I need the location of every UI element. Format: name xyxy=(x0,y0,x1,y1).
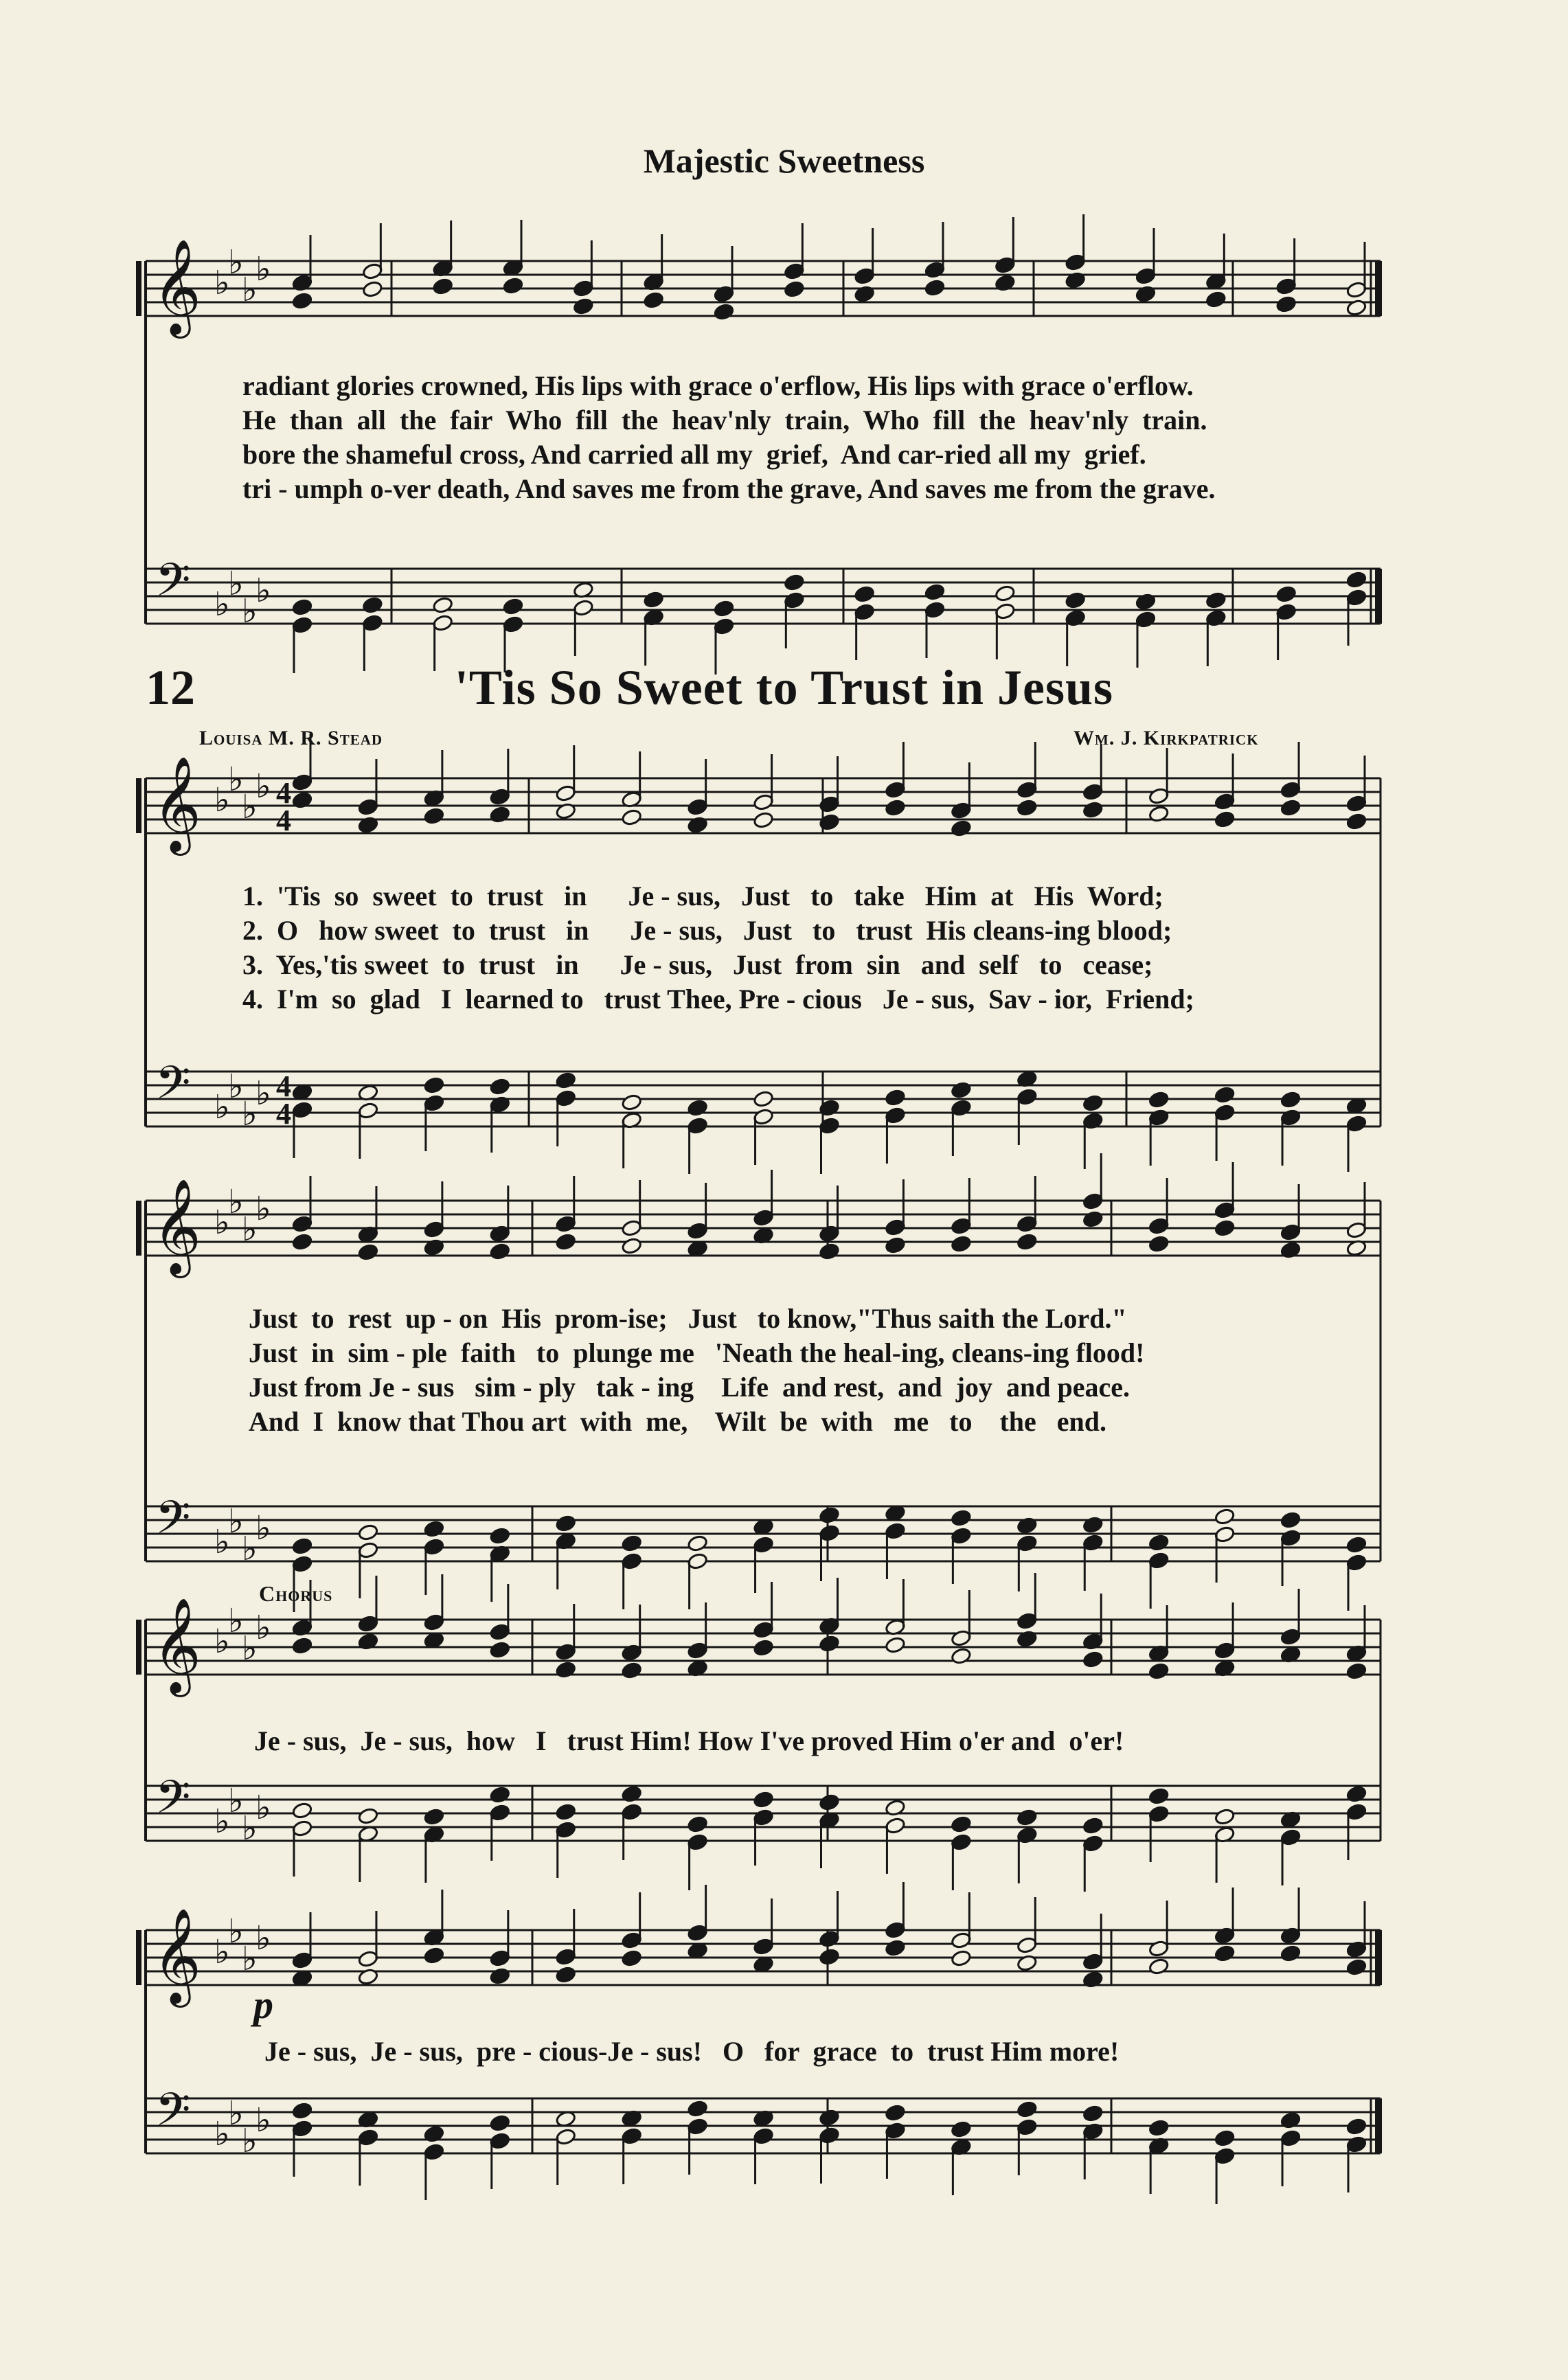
flat-icon: ♭ xyxy=(214,2115,230,2153)
final-bar-line xyxy=(1375,1930,1382,1985)
flat-icon: ♭ xyxy=(228,1502,244,1541)
flat-icon: ♭ xyxy=(255,571,271,610)
previous-hymn-title: Majestic Sweetness xyxy=(643,141,925,180)
brace xyxy=(136,1620,141,1675)
flat-icon: ♭ xyxy=(242,2122,258,2160)
flat-icon: ♭ xyxy=(242,1809,258,1848)
treble-notes xyxy=(292,1153,1367,1261)
flat-icon: ♭ xyxy=(242,592,258,631)
chorus-label: Chorus xyxy=(259,1581,333,1606)
verse-1-line-2: Just to rest up - on His prom-ise; Just to know,"Thus saith the Lord." xyxy=(249,1303,1127,1334)
bass-staff xyxy=(146,569,1380,624)
verse-4-line-2: And I know that Thou art with me, Wilt be with me to the end. xyxy=(249,1406,1107,1437)
chorus-lyric-1: Je - sus, Je - sus, how I trust Him! How I've proved Him o'er and o'er! xyxy=(254,1725,1124,1756)
treble-notes xyxy=(292,214,1367,321)
composer-credit: Wm. J. Kirkpatrick xyxy=(1073,727,1259,749)
treble-clef-icon: 𝄞 xyxy=(152,1908,201,2004)
chorus-lyric-2: Je - sus, Je - sus, pre - cious-Je - sus! O for grace to trust Him more! xyxy=(264,2036,1120,2067)
treble-clef-icon: 𝄞 xyxy=(152,239,201,335)
flat-icon: ♭ xyxy=(255,2101,271,2140)
brace xyxy=(136,261,141,316)
hymn-title: 'Tis So Sweet to Trust in Jesus xyxy=(454,660,1114,715)
flat-icon: ♭ xyxy=(214,264,230,302)
flat-icon: ♭ xyxy=(255,1789,271,1827)
verse-2-line-2: Just in sim - ple faith to plunge me 'Neath the heal-ing, cleans-ing flood! xyxy=(249,1337,1145,1368)
previous-hymn-lyric-2: He than all the fair Who fill the heav'nly train, Who fill the heav'nly train. xyxy=(242,405,1207,435)
treble-staff xyxy=(146,261,1380,316)
final-bar-line xyxy=(1375,569,1382,624)
flat-icon: ♭ xyxy=(228,1602,244,1640)
flat-icon: ♭ xyxy=(228,1912,244,1951)
flat-icon: ♭ xyxy=(255,1919,271,1958)
time-signature: 4 xyxy=(276,1097,291,1131)
previous-hymn-lyric-3: bore the shameful cross, And carried all my grief, And car-ried all my grief. xyxy=(242,439,1146,470)
bass-notes xyxy=(292,2100,1367,2204)
flat-icon: ♭ xyxy=(242,1940,258,1978)
flat-icon: ♭ xyxy=(242,1530,258,1568)
flat-icon: ♭ xyxy=(228,1782,244,1820)
time-signature: 4 xyxy=(276,1069,291,1103)
bass-clef-icon: 𝄢 xyxy=(155,1771,191,1835)
treble-staff xyxy=(146,1201,1380,1256)
bass-notes xyxy=(292,1785,1367,1892)
bass-staff xyxy=(146,2098,1380,2153)
flat-icon: ♭ xyxy=(242,1210,258,1249)
flat-icon: ♭ xyxy=(214,1622,230,1661)
brace xyxy=(136,1930,141,1985)
time-signature: 4 xyxy=(276,776,291,810)
treble-clef-icon: 𝄞 xyxy=(152,1179,201,1274)
brace xyxy=(136,778,141,833)
flat-icon: ♭ xyxy=(214,1802,230,1841)
verse-3-line-1: 3. Yes,'tis sweet to trust in Je - sus, Just from sin and self to cease; xyxy=(242,949,1153,980)
brace xyxy=(136,1201,141,1256)
flat-icon: ♭ xyxy=(228,565,244,603)
flat-icon: ♭ xyxy=(242,1629,258,1668)
flat-icon: ♭ xyxy=(242,271,258,309)
flat-icon: ♭ xyxy=(255,1190,271,1228)
flat-icon: ♭ xyxy=(255,1074,271,1113)
flat-icon: ♭ xyxy=(214,1203,230,1242)
verse-2-line-1: 2. O how sweet to trust in Je - sus, Just to trust His cleans-ing blood; xyxy=(242,915,1172,946)
verse-1-line-1: 1. 'Tis so sweet to trust in Je - sus, Just to take Him at His Word; xyxy=(242,881,1163,911)
previous-hymn-lyric-4: tri - umph o-ver death, And saves me from the grave, And saves me from the grave. xyxy=(242,473,1216,504)
final-bar-line xyxy=(1375,261,1382,316)
lyricist-credit: Louisa M. R. Stead xyxy=(199,727,383,749)
flat-icon: ♭ xyxy=(242,788,258,826)
previous-hymn-lyric-1: radiant glories crowned, His lips with grace o'erflow, His lips with grace o'erflow. xyxy=(242,370,1194,401)
time-signature: 4 xyxy=(276,804,291,837)
treble-notes xyxy=(292,1882,1367,1988)
flat-icon: ♭ xyxy=(228,2094,244,2133)
flat-icon: ♭ xyxy=(214,585,230,624)
flat-icon: ♭ xyxy=(214,781,230,819)
verse-4-line-1: 4. I'm so glad I learned to trust Thee, Pre - cious Je - sus, Sav - ior, Friend; xyxy=(242,984,1194,1015)
dynamic-marking: p xyxy=(253,1982,273,2027)
bass-clef-icon: 𝄢 xyxy=(155,1056,191,1120)
treble-clef-icon: 𝄞 xyxy=(152,756,201,852)
final-bar-line xyxy=(1375,2098,1382,2153)
bass-clef-icon: 𝄢 xyxy=(155,2083,191,2147)
flat-icon: ♭ xyxy=(228,1183,244,1221)
verse-3-line-2: Just from Je - sus sim - ply tak - ing Life and rest, and joy and peace. xyxy=(249,1372,1130,1403)
flat-icon: ♭ xyxy=(255,250,271,288)
flat-icon: ♭ xyxy=(228,760,244,799)
flat-icon: ♭ xyxy=(228,1067,244,1106)
flat-icon: ♭ xyxy=(242,1095,258,1133)
flat-icon: ♭ xyxy=(255,767,271,806)
flat-icon: ♭ xyxy=(228,243,244,282)
flat-icon: ♭ xyxy=(214,1088,230,1126)
flat-icon: ♭ xyxy=(214,1933,230,1971)
flat-icon: ♭ xyxy=(255,1509,271,1548)
treble-clef-icon: 𝄞 xyxy=(152,1598,201,1693)
flat-icon: ♭ xyxy=(255,1609,271,1647)
bass-clef-icon: 𝄢 xyxy=(155,554,191,617)
hymn-number: 12 xyxy=(146,660,195,715)
bass-clef-icon: 𝄢 xyxy=(155,1491,191,1555)
flat-icon: ♭ xyxy=(214,1523,230,1561)
treble-notes xyxy=(292,1573,1367,1680)
